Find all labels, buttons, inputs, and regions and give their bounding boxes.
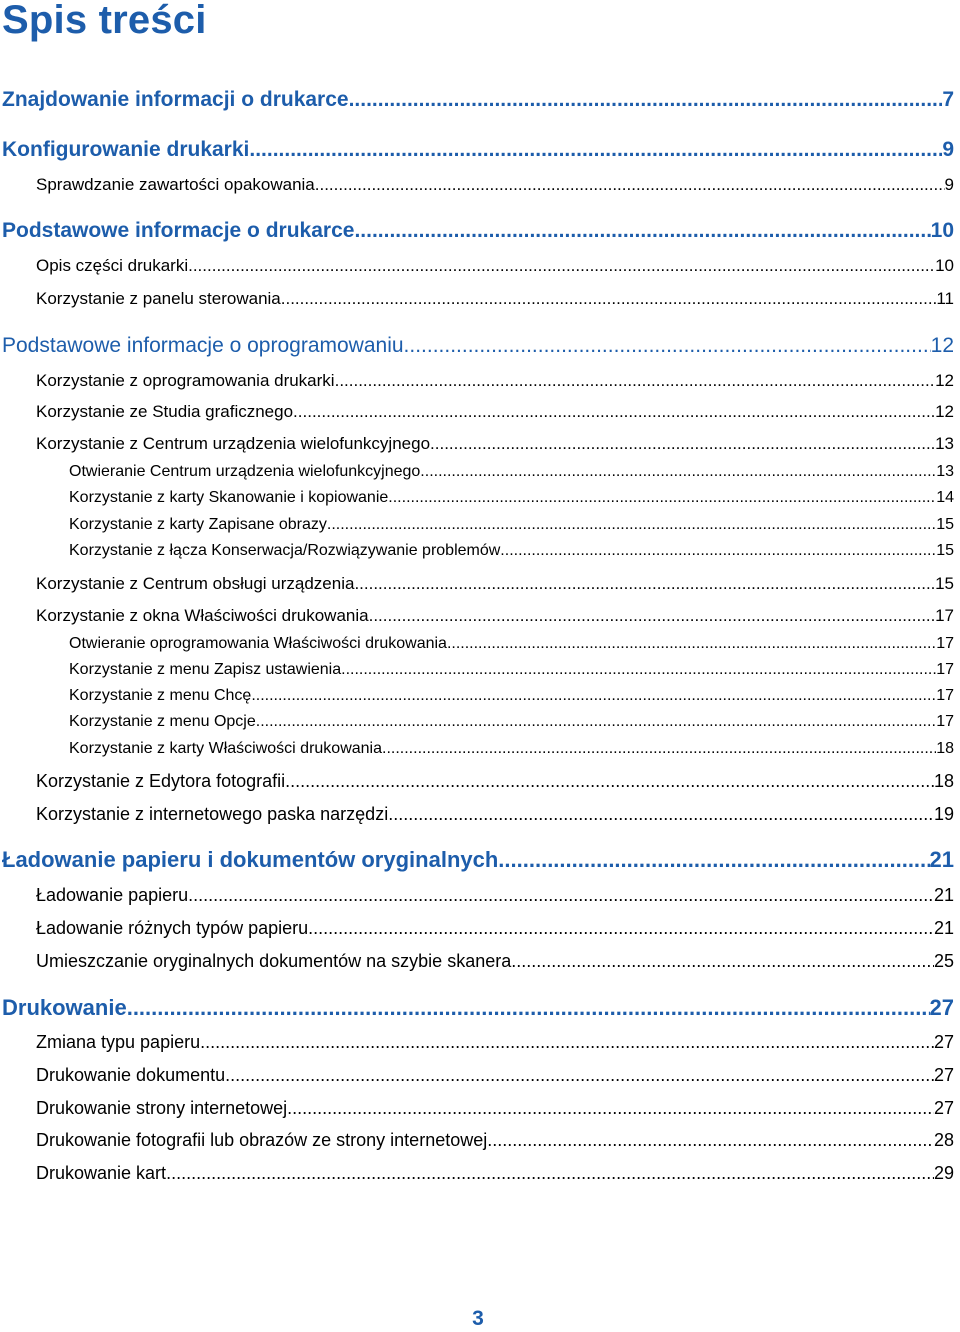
toc-leader <box>388 803 934 825</box>
toc-entry-page: 18 <box>936 740 954 757</box>
toc-entry-karta-wlasciwosci[interactable] <box>69 739 954 759</box>
toc-entry-page: 29 <box>933 1163 954 1183</box>
toc-entry-page: 27 <box>933 1065 954 1085</box>
toc-entry-title: Korzystanie ze Studia graficznego <box>36 402 294 421</box>
toc-entry-page: 14 <box>936 489 954 506</box>
toc-entry-page: 13 <box>936 463 954 480</box>
toc-entry-page: 17 <box>936 635 954 652</box>
toc-entry-page: 17 <box>936 687 954 704</box>
toc-entry-znajdowanie-informacji[interactable] <box>2 87 954 113</box>
toc-leader <box>354 218 930 244</box>
toc-entry-page: 19 <box>933 804 954 824</box>
toc-entry-ladowanie-papieru-dokumentow[interactable] <box>2 846 954 874</box>
toc-entry-title: Ładowanie papieru i dokumentów oryginalnych <box>2 847 499 872</box>
toc-entry-title: Korzystanie z Edytora fotografii <box>36 771 286 791</box>
toc-entry-title: Korzystanie z panelu sterowania <box>36 289 281 308</box>
toc-entry-title: Korzystanie z menu Zapisz ustawienia <box>69 661 342 678</box>
toc-leader <box>225 1064 934 1086</box>
toc-entry-page: 17 <box>936 661 954 678</box>
toc-entry-title: Korzystanie z menu Opcje <box>69 713 256 730</box>
toc-entry-page: 11 <box>936 289 954 308</box>
toc-entry-sprawdzanie-zawartosci[interactable] <box>36 174 954 196</box>
toc-entry-szyba-skanera[interactable] <box>36 950 954 972</box>
toc-leader <box>127 994 930 1022</box>
toc-entry-title: Drukowanie fotografii lub obrazów ze strony internetowej <box>36 1130 488 1150</box>
toc-entry-page: 15 <box>935 574 954 593</box>
toc-entry-title: Korzystanie z okna Właściwości drukowania <box>36 606 369 625</box>
toc-entry-title: Korzystanie z karty Zapisane obrazy <box>69 516 327 533</box>
toc-entry-otwieranie-centrum[interactable] <box>69 462 954 482</box>
toc-entry-page: 28 <box>933 1130 954 1150</box>
toc-entry-title: Korzystanie z karty Skanowanie i kopiowanie <box>69 489 389 506</box>
toc-leader <box>281 288 937 310</box>
toc-entry-drukowanie-kart[interactable] <box>36 1162 954 1184</box>
toc-entry-karta-skanowanie[interactable] <box>69 488 954 508</box>
toc-entry-title: Drukowanie dokumentu <box>36 1065 226 1085</box>
toc-leader <box>388 488 936 508</box>
toc-entry-edytor-fotografii[interactable] <box>36 770 954 792</box>
toc-entry-drukowanie-strony[interactable] <box>36 1097 954 1119</box>
toc-entry-title: Drukowanie strony internetowej <box>36 1098 288 1118</box>
toc-leader <box>200 1031 934 1053</box>
toc-leader <box>308 917 934 939</box>
toc-entry-title: Drukowanie kart <box>36 1163 167 1183</box>
toc-entry-konfigurowanie-drukarki[interactable] <box>2 137 954 163</box>
toc-entry-title: Konfigurowanie drukarki <box>2 138 250 161</box>
toc-entry-title: Korzystanie z karty Właściwości drukowania <box>69 740 382 757</box>
toc-leader <box>287 1097 934 1119</box>
toc-leader <box>315 174 945 196</box>
toc-entry-lacze-konserwacja[interactable] <box>69 541 954 561</box>
toc-entry-drukowanie[interactable] <box>2 994 954 1022</box>
toc-entry-page: 12 <box>935 402 954 421</box>
toc-entry-centrum-obslugi[interactable] <box>36 573 954 595</box>
toc-entry-page: 12 <box>935 371 954 390</box>
toc-leader <box>188 884 934 906</box>
toc-entry-page: 13 <box>935 434 954 453</box>
toc-leader <box>369 605 935 627</box>
toc-leader <box>447 634 936 654</box>
toc-entry-opis-czesci[interactable] <box>36 255 954 277</box>
toc-entry-centrum-urzadzenia[interactable] <box>36 433 954 455</box>
toc-entry-title: Ładowanie papieru <box>36 885 189 905</box>
toc-entry-title: Ładowanie różnych typów papieru <box>36 918 309 938</box>
toc-entry-page: 25 <box>933 951 954 971</box>
toc-entry-zmiana-typu-papieru[interactable] <box>36 1031 954 1053</box>
toc-entry-drukowanie-dokumentu[interactable] <box>36 1064 954 1086</box>
toc-entry-page: 10 <box>930 219 954 242</box>
toc-entry-page: 27 <box>929 995 954 1020</box>
toc-entry-page: 12 <box>930 334 954 357</box>
toc-leader <box>293 401 935 423</box>
toc-entry-page: 10 <box>935 256 954 275</box>
toc-entry-page: 15 <box>936 542 954 559</box>
page-title: Spis treści <box>2 0 207 42</box>
toc-entry-ladowanie-papieru[interactable] <box>36 884 954 906</box>
toc-leader <box>430 433 935 455</box>
toc-entry-podstawowe-informacje-drukarka[interactable] <box>2 218 954 244</box>
toc-leader <box>249 137 942 163</box>
toc-entry-title: Opis części drukarki <box>36 256 189 275</box>
toc-leader <box>420 462 936 482</box>
toc-entry-oprogramowanie-drukarki[interactable] <box>36 370 954 392</box>
toc-entry-title: Podstawowe informacje o drukarce <box>2 219 355 242</box>
toc-entry-title: Korzystanie z Centrum obsługi urządzenia <box>36 574 355 593</box>
toc-entry-page: 17 <box>935 606 954 625</box>
toc-leader <box>188 255 935 277</box>
toc-entry-title: Sprawdzanie zawartości opakowania <box>36 175 315 194</box>
toc-leader <box>354 573 935 595</box>
toc-entry-page: 27 <box>933 1032 954 1052</box>
toc-leader <box>251 686 936 706</box>
toc-leader <box>327 515 936 535</box>
toc-leader <box>166 1162 934 1184</box>
toc-entry-title: Zmiana typu papieru <box>36 1032 201 1052</box>
toc-entry-drukowanie-fotografii[interactable] <box>36 1129 954 1151</box>
toc-entry-title: Korzystanie z internetowego paska narzędzi <box>36 804 389 824</box>
toc-entry-okno-wlasciwosci[interactable] <box>36 605 954 627</box>
toc-entry-page: 9 <box>942 138 954 161</box>
toc-leader <box>341 660 936 680</box>
toc-entry-title: Drukowanie <box>2 995 127 1020</box>
toc-entry-menu-opcje[interactable] <box>69 712 954 732</box>
toc-entry-title: Otwieranie Centrum urządzenia wielofunkcyjnego <box>69 463 421 480</box>
toc-entry-title: Podstawowe informacje o oprogramowaniu <box>2 334 404 357</box>
toc-entry-pasek-narzedzi[interactable] <box>36 803 954 825</box>
toc-entry-page: 27 <box>933 1098 954 1118</box>
toc-leader <box>511 950 934 972</box>
toc-entry-page: 15 <box>936 516 954 533</box>
toc-entry-menu-chce[interactable] <box>69 686 954 706</box>
toc-leader <box>256 712 936 732</box>
toc-leader <box>349 87 943 113</box>
page-number: 3 <box>472 1307 484 1330</box>
toc-entry-title: Korzystanie z Centrum urządzenia wielofunkcyjnego <box>36 434 431 453</box>
toc-entry-title: Umieszczanie oryginalnych dokumentów na szybie skanera <box>36 951 512 971</box>
toc-leader <box>500 541 936 561</box>
toc-entry-studio-graficzne[interactable] <box>36 401 954 423</box>
toc-entry-podstawowe-informacje-oprogramowanie[interactable] <box>2 333 954 359</box>
toc-leader <box>404 333 931 359</box>
toc-entry-title: Korzystanie z oprogramowania drukarki <box>36 371 335 390</box>
toc-leader <box>382 739 936 759</box>
toc-entry-otwieranie-wlasciwosci[interactable] <box>69 634 954 654</box>
toc-entry-page: 21 <box>929 847 954 872</box>
toc-entry-title: Znajdowanie informacji o drukarce <box>2 88 349 111</box>
toc-entry-panel-sterowania[interactable] <box>36 288 954 310</box>
toc-entry-page: 18 <box>933 771 954 791</box>
toc-entry-page: 21 <box>933 918 954 938</box>
toc-leader <box>498 846 929 874</box>
toc-entry-page: 9 <box>944 175 954 194</box>
toc-entry-title: Otwieranie oprogramowania Właściwości drukowania <box>69 635 447 652</box>
toc-entry-karta-zapisane-obrazy[interactable] <box>69 515 954 535</box>
toc-entry-page: 17 <box>936 713 954 730</box>
toc-entry-title: Korzystanie z łącza Konserwacja/Rozwiązywanie problemów <box>69 542 501 559</box>
toc-leader <box>335 370 935 392</box>
toc-leader <box>487 1129 934 1151</box>
toc-entry-rozne-typy-papieru[interactable] <box>36 917 954 939</box>
toc-entry-page: 7 <box>942 88 954 111</box>
toc-leader <box>285 770 934 792</box>
toc-entry-page: 21 <box>933 885 954 905</box>
toc-entry-title: Korzystanie z menu Chcę <box>69 687 252 704</box>
toc-entry-menu-zapisz-ustawienia[interactable] <box>69 660 954 680</box>
